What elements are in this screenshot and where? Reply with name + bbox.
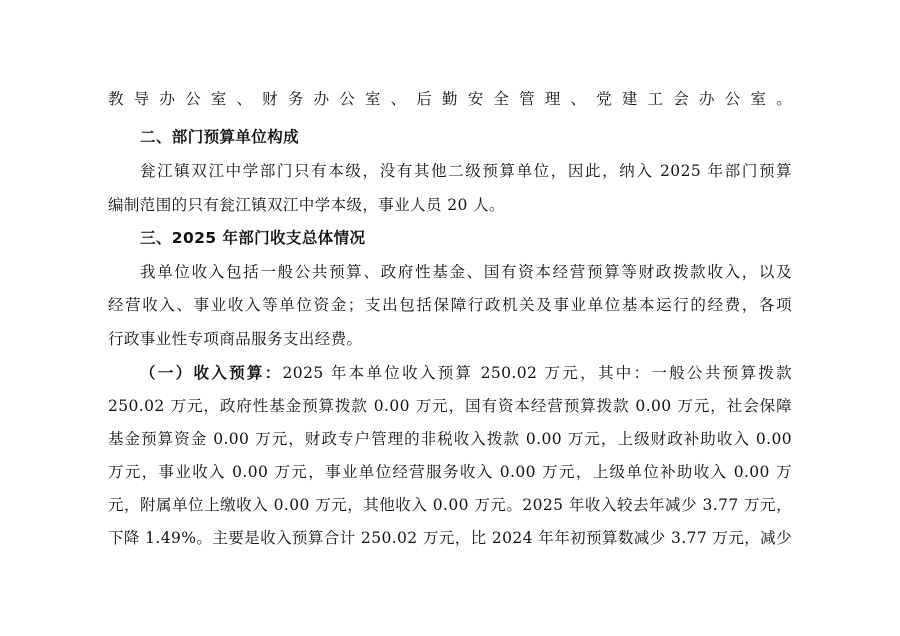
section-heading [140, 228, 365, 248]
line-text: 2025 年本单位收入预算 250.02 万元，其中：一般公共预算拨款 [282, 364, 793, 382]
paragraph-line [108, 429, 792, 449]
line-text: 万元，事业收入 0.00 万元，事业单位经营服务收入 0.00 万元，上级单位补助收入 0.00 万 [108, 463, 792, 481]
section-heading [140, 127, 299, 147]
paragraph-line [140, 161, 792, 181]
line-text: 编制范围的只有瓮江镇双江中学本级，事业人员 20 人。 [108, 196, 505, 214]
paragraph-line [108, 295, 792, 315]
line-text: 瓮江镇双江中学部门只有本级，没有其他二级预算单位，因此，纳入 2025 年部门预算 [140, 162, 792, 180]
line-text: 下降 1.49%。主要是收入预算合计 250.02 万元，比 2024 年年初预算数减少 3.77 万元，减少 [108, 529, 792, 547]
paragraph-line [108, 462, 792, 482]
line-text: 经营收入、事业收入等单位资金；支出包括保障行政机关及事业单位基本运行的经费，各项 [108, 296, 792, 314]
line-text: 行政事业性专项商品服务支出经费。 [108, 330, 363, 348]
heading-text: 三、2025 年部门收支总体情况 [140, 229, 366, 247]
paragraph-line [140, 262, 792, 282]
paragraph-line [108, 528, 792, 548]
heading-text: 二、部门预算单位构成 [140, 128, 300, 146]
line-text: 我单位收入包括一般公共预算、政府性基金、国有资本经营预算等财政拨款收入，以及 [140, 263, 792, 281]
paragraph-line [108, 495, 792, 515]
paragraph-line [108, 89, 792, 109]
line-text: 元，附属单位上缴收入 0.00 万元，其他收入 0.00 万元。2025 年收入较去年减少 3.77 万元， [108, 496, 792, 514]
paragraph-line [108, 396, 792, 416]
subsection-lead: （一）收入预算： [140, 364, 283, 382]
paragraph-line [108, 195, 505, 215]
line-text: 教导办公室、财务办公室、后勤安全管理、党建工会办公室。 [108, 90, 792, 108]
paragraph-line [140, 363, 792, 383]
paragraph-line [108, 329, 362, 349]
line-text: 250.02 万元，政府性基金预算拨款 0.00 万元，国有资本经营预算拨款 0.00 万元，社会保障 [108, 397, 792, 415]
line-text: 基金预算资金 0.00 万元，财政专户管理的非税收入拨款 0.00 万元，上级财政补助收入 0.00 [108, 430, 792, 448]
